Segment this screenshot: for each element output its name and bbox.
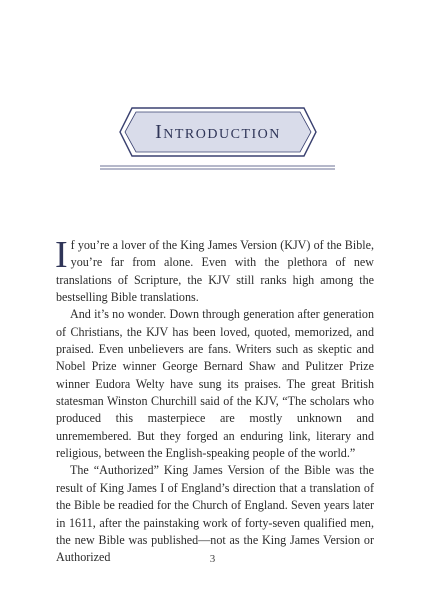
drop-cap: I — [55, 234, 68, 276]
paragraph-1-text: f you’re a lover of the King James Version (KJV) of the Bible, you’re far from alone. Even with the plethora of new translations of Scripture, the KJV still ranks high among the bestselling Bible translations. — [56, 238, 374, 305]
chapter-title: Introduction — [155, 121, 281, 143]
body-text — [55, 234, 374, 567]
chapter-banner — [118, 104, 318, 160]
paragraph-3: The “Authorized” King James Version of the Bible was the result of King James I of England’s direction that a translation of the Bible be readied for the Church of England. Seven years later in 1611, after the painstaking work of forty-seven qualified men, the new Bible was published—not as the King James Version or Authorized — [56, 463, 374, 565]
paragraph-2: And it’s no wonder. Down through generation after generation of Christians, the KJV has been loved, quoted, memorized, and praised. Even unbelievers are fans. Writers such as skeptic and Nobel Prize winner George Bernard Shaw and Pulitzer Prize winner Eudora Welty have sung its praises. The great British statesman Winston Churchill said of the KJV, “The scholars who produced this masterpiece are mostly unknown and unremembered. But they forged an enduring link, literary and religious, between the English-speaking people of the world.” — [56, 307, 374, 461]
page-number: 3 — [209, 553, 216, 565]
paragraph-1 — [55, 234, 374, 306]
